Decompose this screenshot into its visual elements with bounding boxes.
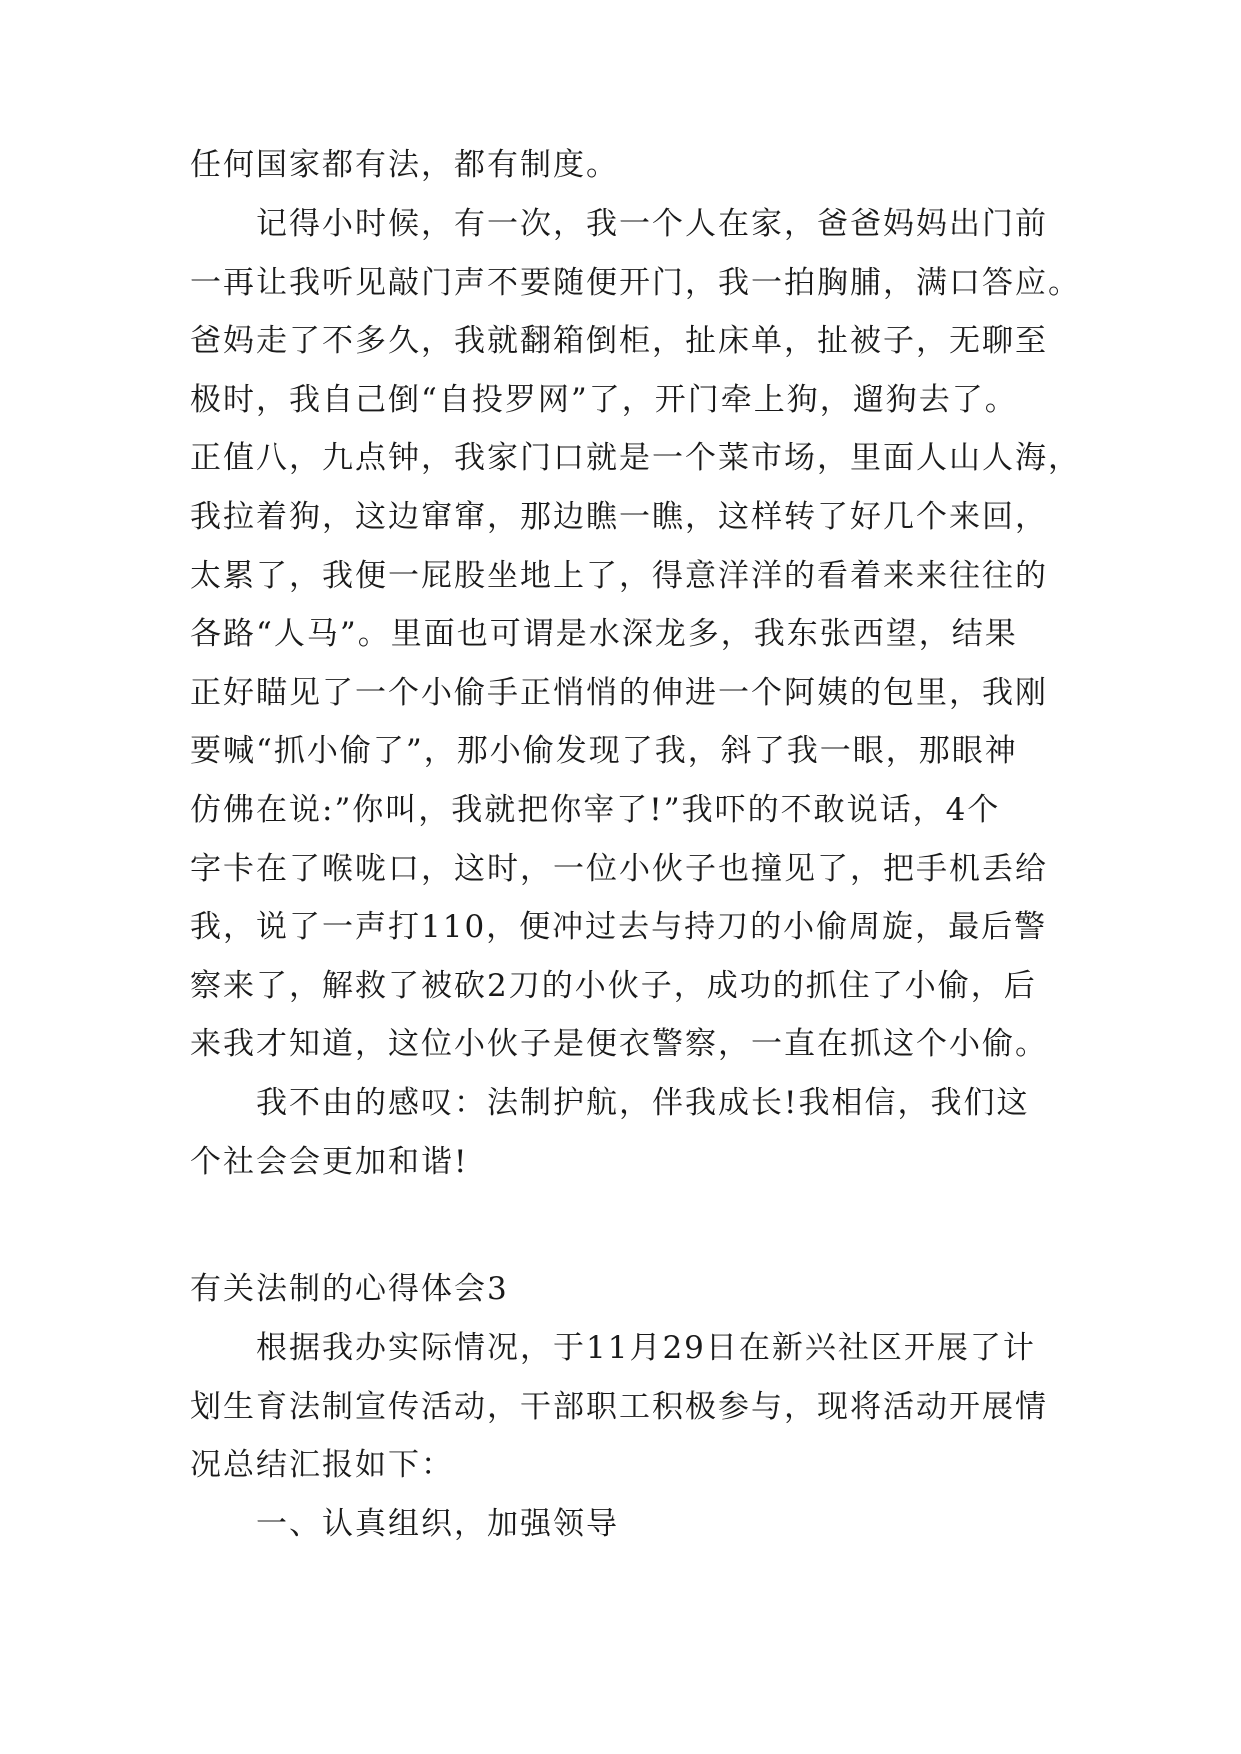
text-line: 我不由的感叹：法制护航，伴我成长!我相信，我们这	[256, 1085, 1030, 1121]
section-subheading	[190, 1495, 1050, 1554]
text-line: 根据我办实际情况，于11月29日在新兴社区开展了计	[256, 1330, 1036, 1366]
text-line: 爸妈走了不多久，我就翻箱倒柜，扯床单，扯被子，无聊至	[190, 323, 1048, 360]
paragraph-conclusion	[190, 1074, 1050, 1191]
paragraph-intro-tail	[190, 136, 1050, 195]
text-line: 一再让我听见敲门声不要随便开门，我一拍胸脯，满口答应。	[190, 264, 1081, 301]
text-line: 划生育法制宣传活动，干部职工积极参与，现将活动开展情	[190, 1388, 1048, 1425]
text-line: 任何国家都有法，都有制度。	[190, 147, 619, 183]
text-line: 太累了，我便一屁股坐地上了，得意洋洋的看着来来往往的	[190, 557, 1048, 594]
text-line: 正好瞄见了一个小偷手正悄悄的伸进一个阿姨的包里，我刚	[190, 674, 1048, 711]
heading-text: 有关法制的心得体会3	[190, 1271, 509, 1307]
text-line: 我拉着狗，这边窜窜，那边瞧一瞧，这样转了好几个来回，	[190, 498, 1048, 535]
text-line: 况总结汇报如下：	[190, 1447, 454, 1484]
text-line: 正值八，九点钟，我家门口就是一个菜市场，里面人山人海，	[190, 440, 1081, 477]
text-line: 记得小时候，有一次，我一个人在家，爸爸妈妈出门前	[256, 206, 1048, 242]
section-heading	[190, 1260, 1050, 1319]
text-line: 各路“人马”。里面也可谓是水深龙多，我东张西望，结果	[190, 616, 1018, 653]
text-line: 我，说了一声打110，便冲过去与持刀的小偷周旋，最后警	[190, 909, 1048, 946]
text-line: 要喊“抓小偷了”，那小偷发现了我，斜了我一眼，那眼神	[190, 733, 1018, 770]
section-paragraph-intro	[190, 1319, 1050, 1495]
text-line: 个社会会更加和谐!	[190, 1143, 469, 1180]
text-line: 极时，我自己倒“自投罗网”了，开门牵上狗，遛狗去了。	[190, 381, 1018, 418]
text-line: 仿佛在说:”你叫，我就把你宰了!”我吓的不敢说话，4个	[190, 791, 1001, 828]
text-line: 来我才知道，这位小伙子是便衣警察，一直在抓这个小偷。	[190, 1026, 1048, 1063]
text-line: 字卡在了喉咙口，这时，一位小伙子也撞见了，把手机丢给	[190, 850, 1048, 887]
text-line: 一、认真组织，加强领导	[256, 1506, 619, 1542]
text-line: 察来了，解救了被砍2刀的小伙子，成功的抓住了小偷，后	[190, 967, 1037, 1004]
paragraph-story	[190, 195, 1081, 1074]
